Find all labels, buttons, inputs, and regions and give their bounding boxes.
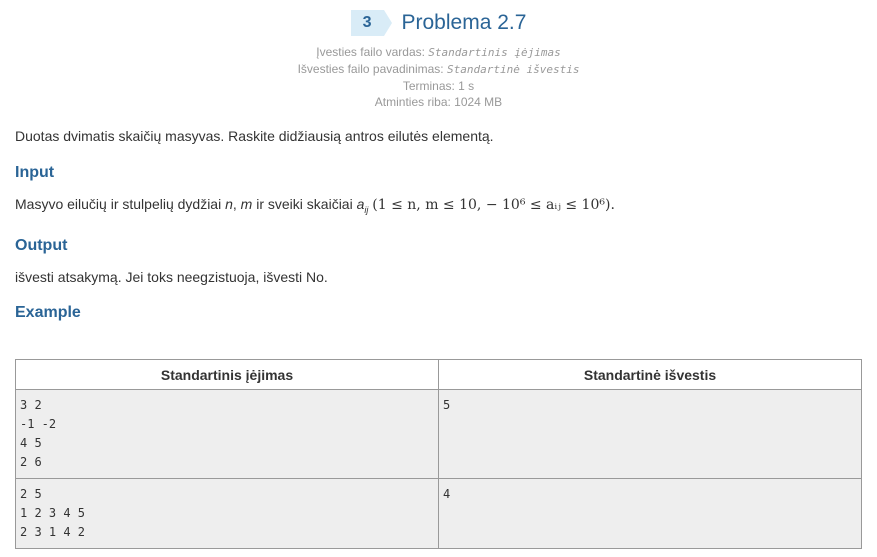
example-header-row	[16, 360, 862, 390]
table-row	[16, 479, 862, 549]
output-description: išvesti atsakymą. Jei toks neegzistuoja, išvesti No.	[15, 268, 328, 285]
example-output-header: Standartinė išvestis	[439, 360, 862, 390]
example-input-text: 3 2 -1 -2 4 5 2 6	[20, 398, 57, 469]
input-text-prefix: Masyvo eilučių ir stulpelių dydžiai	[15, 196, 222, 212]
table-row	[16, 390, 862, 479]
example-output-text: 5	[443, 398, 451, 412]
var-m: m	[240, 196, 253, 212]
problem-header	[0, 10, 877, 110]
output-section-title: Output	[15, 236, 68, 254]
time-limit: Terminas: 1 s	[402, 79, 475, 93]
output-file-line	[0, 61, 877, 78]
output-file-value: Standartinė išvestis	[446, 63, 580, 76]
var-n: n	[225, 196, 233, 212]
example-input-text: 2 5 1 2 3 4 5 2 3 1 4 2	[20, 487, 86, 539]
input-section-title: Input	[15, 164, 55, 181]
problem-meta	[0, 44, 877, 110]
input-constraint: (1 ≤ n, m ≤ 10, − 10⁶ ≤ aᵢⱼ ≤ 10⁶).	[372, 197, 615, 213]
memory-limit: Atminties riba: 1024 MB	[374, 95, 503, 109]
example-output-cell	[439, 390, 862, 479]
example-output-text: 4	[443, 487, 451, 501]
example-input-cell	[16, 479, 439, 549]
input-file-value: Standartinis įėjimas	[428, 46, 561, 59]
problem-number-badge: 3	[351, 10, 384, 36]
title-row	[351, 10, 527, 36]
problem-title: Problema 2.7	[401, 11, 527, 34]
input-text-middle: ir sveiki skaičiai	[256, 196, 353, 212]
output-file-label: Išvesties failo pavadinimas:	[297, 62, 444, 76]
example-input-header: Standartinis įėjimas	[16, 360, 439, 390]
example-section-title: Example	[15, 303, 81, 321]
input-description: Masyvo eilučių ir stulpelių dydžiai n, m ir sveiki skaičiai $a_{ij}$ (1 ≤ n, m ≤ 10, − 10⁶ ≤ aᵢⱼ ≤ 10⁶).	[15, 196, 615, 215]
example-output-cell	[439, 479, 862, 549]
input-file-line	[0, 44, 877, 61]
problem-statement: Duotas dvimatis skaičių masyvas. Raskite didžiausią antros eilutės elementą.	[15, 128, 494, 144]
input-file-label: Įvesties failo vardas:	[316, 45, 425, 59]
problem-content	[15, 127, 862, 322]
example-input-cell	[16, 390, 439, 479]
example-table	[15, 359, 862, 549]
